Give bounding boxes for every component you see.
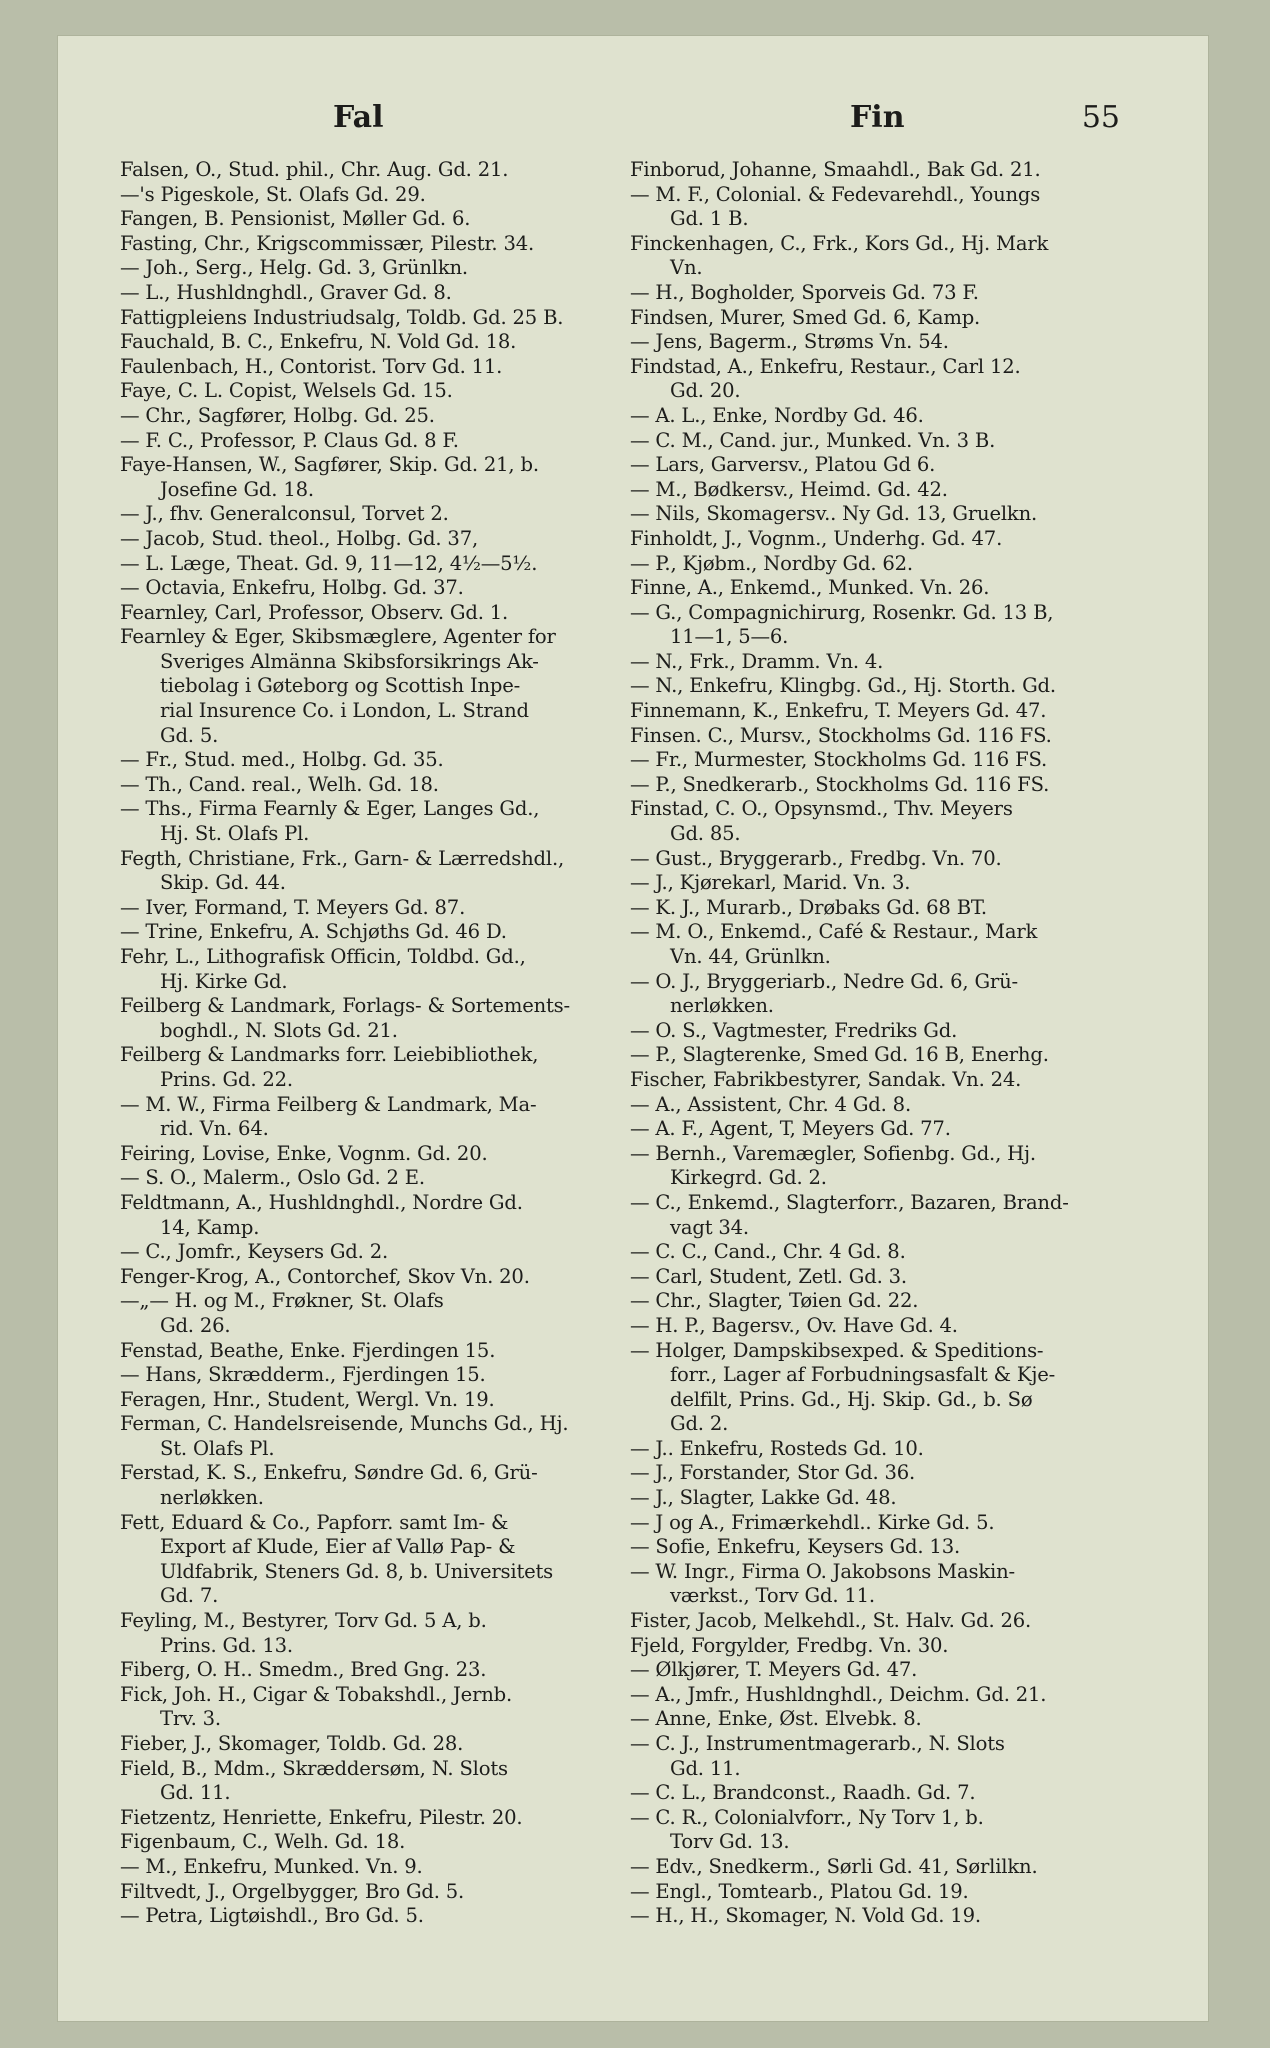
directory-entry <box>630 1093 1160 1118</box>
directory-entry <box>630 1437 1160 1462</box>
directory-entry <box>630 429 1160 454</box>
directory-entry <box>120 453 650 502</box>
directory-entry <box>120 281 650 306</box>
entry-continuation: Hj. Kirke Gd. <box>160 969 288 993</box>
entry-line: — J., Forstander, Stor Gd. 36. <box>630 1461 916 1485</box>
entry-line: — M. W., Firma Feilberg & Landmark, Ma- <box>120 1092 537 1116</box>
directory-entry <box>630 1117 1160 1142</box>
entry-line: Fearnley & Eger, Skibsmæglere, Agenter for <box>120 625 556 649</box>
directory-entry <box>630 183 1160 232</box>
entry-line: Field, B., Mdm., Skræddersøm, N. Slots <box>120 1756 508 1780</box>
directory-entry <box>120 945 650 994</box>
directory-entry <box>120 601 650 626</box>
directory-entry <box>120 1855 650 1880</box>
entry-line: Feyling, M., Bestyrer, Torv Gd. 5 A, b. <box>120 1609 487 1633</box>
entry-line: — Trine, Enkefru, A. Schjøths Gd. 46 D. <box>120 920 507 944</box>
directory-entry <box>120 502 650 527</box>
directory-entry <box>630 896 1160 921</box>
entry-line: Fehr, L., Lithografisk Officin, Toldbd. Gd., <box>120 945 526 968</box>
entry-continuation: tiebolag i Gøteborg og Scottish Inpe- <box>160 674 521 698</box>
entry-line: — Edv., Snedkerm., Sørli Gd. 41, Sørlilkn. <box>630 1854 1038 1878</box>
entry-line: — Chr., Sagfører, Holbg. Gd. 25. <box>120 403 435 427</box>
directory-entry <box>630 1314 1160 1339</box>
directory-entry <box>120 1142 650 1167</box>
entry-line: — H., H., Skomager, N. Vold Gd. 19. <box>630 1904 981 1928</box>
entry-line: —„— H. og M., Frøkner, St. Olafs <box>120 1289 444 1313</box>
directory-entry <box>630 576 1160 601</box>
directory-entry <box>120 158 650 183</box>
entry-line: — A., Jmfr., Hushldnghdl., Deichm. Gd. 21. <box>630 1682 1047 1706</box>
entry-continuation: Vn. 44, Grünlkn. <box>670 945 831 968</box>
directory-entry <box>120 1388 650 1413</box>
entry-continuation: Prins. Gd. 22. <box>160 1067 293 1091</box>
entry-line: Feilberg & Landmark, Forlags- & Sortements- <box>120 994 570 1018</box>
entry-continuation: Gd. 1 B. <box>670 207 749 231</box>
entry-line: — L., Hushldnghdl., Graver Gd. 8. <box>120 280 452 304</box>
directory-entry <box>630 748 1160 773</box>
entry-continuation: delfilt, Prins. Gd., Hj. Skip. Gd., b. Sø <box>670 1387 1033 1411</box>
entry-line: Faulenbach, H., Contorist. Torv Gd. 11. <box>120 354 503 378</box>
directory-entry <box>120 1511 650 1609</box>
entry-line: — Engl., Tomtearb., Platou Gd. 19. <box>630 1879 969 1903</box>
entry-continuation: Export af Klude, Eier af Vallø Pap- & <box>160 1535 516 1559</box>
directory-entry <box>120 773 650 798</box>
directory-entry <box>630 970 1160 1019</box>
entry-continuation: rid. Vn. 64. <box>160 1117 269 1141</box>
directory-entry <box>630 674 1160 699</box>
directory-entry <box>630 158 1160 183</box>
directory-entry <box>120 1289 650 1338</box>
right-column <box>630 158 1160 1929</box>
entry-line: Finholdt, J., Vognm., Underhg. Gd. 47. <box>630 526 1003 550</box>
directory-entry <box>630 1707 1160 1732</box>
directory-entry <box>120 256 650 281</box>
directory-entry <box>630 1781 1160 1806</box>
directory-entry <box>120 1757 650 1806</box>
entry-line: — Joh., Serg., Helg. Gd. 3, Grünlkn. <box>120 256 468 280</box>
entry-line: — Lars, Garversv., Platou Gd 6. <box>630 453 936 477</box>
entry-line: — H. P., Bagersv., Ov. Have Gd. 4. <box>630 1313 958 1337</box>
entry-continuation: Gd. 2. <box>670 1412 729 1436</box>
directory-entry <box>120 1904 650 1929</box>
directory-entry <box>630 1191 1160 1240</box>
entry-line: — Holger, Dampskibsexped. & Speditions- <box>630 1338 1044 1362</box>
entry-line: — M., Bødkersv., Heimd. Gd. 42. <box>630 477 948 501</box>
directory-entry <box>120 896 650 921</box>
entry-continuation: Gd. 20. <box>670 379 741 403</box>
entry-line: Finckenhagen, C., Frk., Kors Gd., Hj. Mark <box>630 231 1049 255</box>
entry-line: Finstad, C. O., Opsynsmd., Thv. Meyers <box>630 797 1013 821</box>
directory-entry <box>630 1486 1160 1511</box>
entry-line: — C., Enkemd., Slagterforr., Bazaren, Brand- <box>630 1190 1069 1214</box>
entry-line: Feragen, Hnr., Student, Wergl. Vn. 19. <box>120 1387 495 1411</box>
entry-continuation: Gd. 7. <box>160 1584 219 1608</box>
directory-entry <box>630 699 1160 724</box>
directory-entry <box>630 1240 1160 1265</box>
directory-entry <box>120 847 650 896</box>
entry-line: Finsen. C., Mursv., Stockholms Gd. 116 FS. <box>630 723 1052 747</box>
entry-continuation: Torv Gd. 13. <box>670 1830 790 1854</box>
entry-line: — Sofie, Enkefru, Keysers Gd. 13. <box>630 1535 960 1559</box>
entry-continuation: værkst., Torv Gd. 11. <box>670 1584 875 1608</box>
directory-entry <box>630 232 1160 281</box>
directory-entry <box>120 1265 650 1290</box>
entry-line: Fattigpleiens Industriudsalg, Toldb. Gd. 25 B. <box>120 305 564 329</box>
entry-continuation: vagt 34. <box>670 1215 749 1239</box>
entry-continuation: Gd. 5. <box>160 723 219 747</box>
directory-entry <box>120 404 650 429</box>
entry-line: —'s Pigeskole, St. Olafs Gd. 29. <box>120 182 426 206</box>
entry-line: Fett, Eduard & Co., Papforr. samt Im- & <box>120 1510 509 1534</box>
directory-entry <box>120 1043 650 1092</box>
directory-entry <box>120 1166 650 1191</box>
entry-continuation: Trv. 3. <box>160 1707 221 1731</box>
entry-line: Fiberg, O. H.. Smedm., Bred Gng. 23. <box>120 1658 487 1682</box>
directory-entry <box>120 748 650 773</box>
entry-line: — M., Enkefru, Munked. Vn. 9. <box>120 1854 423 1878</box>
directory-entry <box>630 1142 1160 1191</box>
directory-entry <box>120 330 650 355</box>
directory-entry <box>120 920 650 945</box>
entry-line: — J., Kjørekarl, Marid. Vn. 3. <box>630 871 911 895</box>
entry-continuation: nerløkken. <box>670 994 774 1018</box>
entry-continuation: boghdl., N. Slots Gd. 21. <box>160 1018 398 1042</box>
entry-line: — J., Slagter, Lakke Gd. 48. <box>630 1486 897 1510</box>
directory-entry <box>120 1363 650 1388</box>
entry-line: Figenbaum, C., Welh. Gd. 18. <box>120 1830 406 1854</box>
directory-entry <box>630 1683 1160 1708</box>
directory-entry <box>630 330 1160 355</box>
entry-line: — A. L., Enke, Nordby Gd. 46. <box>630 403 924 427</box>
entry-line: — Octavia, Enkefru, Holbg. Gd. 37. <box>120 576 464 600</box>
running-head-right: Fin <box>850 100 905 135</box>
directory-entry <box>120 576 650 601</box>
directory-entry <box>630 502 1160 527</box>
directory-entry <box>630 1265 1160 1290</box>
directory-entry <box>120 183 650 208</box>
entry-continuation: Gd. 26. <box>160 1313 231 1337</box>
entry-line: — A., Assistent, Chr. 4 Gd. 8. <box>630 1092 911 1116</box>
directory-entry <box>630 306 1160 331</box>
entry-line: — Carl, Student, Zetl. Gd. 3. <box>630 1264 907 1288</box>
directory-entry <box>120 1461 650 1510</box>
page-header <box>58 100 1208 156</box>
directory-entry <box>630 1658 1160 1683</box>
entry-line: — Gust., Bryggerarb., Fredbg. Vn. 70. <box>630 846 1002 870</box>
entry-line: Fegth, Christiane, Frk., Garn- & Lærredshdl., <box>120 846 565 870</box>
entry-line: — Hans, Skrædderm., Fjerdingen 15. <box>120 1363 486 1387</box>
directory-entry <box>630 797 1160 846</box>
directory-entry <box>120 1339 650 1364</box>
entry-continuation: Sveriges Almänna Skibsforsikrings Ak- <box>160 649 539 673</box>
entry-line: Finnemann, K., Enkefru, T. Meyers Gd. 47. <box>630 699 1047 723</box>
entry-line: Feilberg & Landmarks forr. Leiebibliothek, <box>120 1043 539 1067</box>
entry-line: — Jacob, Stud. theol., Holbg. Gd. 37, <box>120 526 478 550</box>
directory-entry <box>630 1855 1160 1880</box>
entry-line: — N., Frk., Dramm. Vn. 4. <box>630 649 884 673</box>
directory-entry <box>630 650 1160 675</box>
entry-line: — Iver, Formand, T. Meyers Gd. 87. <box>120 895 466 919</box>
entry-continuation: Uldfabrik, Steners Gd. 8, b. Universitets <box>160 1559 554 1583</box>
directory-entry <box>630 1019 1160 1044</box>
entry-line: Fauchald, B. C., Enkefru, N. Vold Gd. 18. <box>120 330 517 354</box>
entry-line: — Fr., Stud. med., Holbg. Gd. 35. <box>120 748 444 772</box>
directory-entry <box>630 552 1160 577</box>
entry-line: — Ths., Firma Fearnly & Eger, Langes Gd., <box>120 797 540 821</box>
entry-line: — Th., Cand. real., Welh. Gd. 18. <box>120 772 439 796</box>
entry-line: — O. S., Vagtmester, Fredriks Gd. <box>630 1018 958 1042</box>
directory-entry <box>120 232 650 257</box>
entry-line: — J.. Enkefru, Rosteds Gd. 10. <box>630 1436 924 1460</box>
directory-entry <box>630 527 1160 552</box>
directory-entry <box>120 1093 650 1142</box>
entry-line: — A. F., Agent, T, Meyers Gd. 77. <box>630 1117 951 1141</box>
directory-entry <box>120 1732 650 1757</box>
directory-entry <box>120 1683 650 1732</box>
entry-continuation: Vn. <box>670 256 703 280</box>
entry-line: — M. O., Enkemd., Café & Restaur., Mark <box>630 920 1038 944</box>
entry-continuation: Prins. Gd. 13. <box>160 1633 293 1657</box>
directory-entry <box>630 1732 1160 1781</box>
entry-line: — W. Ingr., Firma O. Jakobsons Maskin- <box>630 1559 1015 1583</box>
directory-entry <box>630 920 1160 969</box>
entry-line: — C. R., Colonialvforr., Ny Torv 1, b. <box>630 1805 984 1829</box>
entry-line: Feldtmann, A., Hushldnghdl., Nordre Gd. <box>120 1190 523 1214</box>
entry-line: — O. J., Bryggeriarb., Nedre Gd. 6, Grü- <box>630 969 1018 993</box>
directory-entry <box>630 1634 1160 1659</box>
entry-continuation: Skip. Gd. 44. <box>160 871 286 895</box>
entry-line: Fenger-Krog, A., Contorchef, Skov Vn. 20. <box>120 1264 530 1288</box>
directory-entry <box>630 1806 1160 1855</box>
entry-line: — P., Snedkerarb., Stockholms Gd. 116 FS. <box>630 772 1050 796</box>
entry-continuation: forr., Lager af Forbudningsasfalt & Kje- <box>670 1363 1056 1387</box>
entry-line: — C. L., Brandconst., Raadh. Gd. 7. <box>630 1781 976 1805</box>
entry-line: — Bernh., Varemægler, Sofienbg. Gd., Hj. <box>630 1141 1036 1165</box>
entry-line: Findstad, A., Enkefru, Restaur., Carl 12. <box>630 354 1021 378</box>
entry-line: Filtvedt, J., Orgelbygger, Bro Gd. 5. <box>120 1879 465 1903</box>
entry-line: Ferman, C. Handelsreisende, Munchs Gd., Hj. <box>120 1412 569 1436</box>
directory-entry <box>630 404 1160 429</box>
entry-line: — F. C., Professor, P. Claus Gd. 8 F. <box>120 428 459 452</box>
directory-entry <box>630 1068 1160 1093</box>
directory-entry <box>120 1240 650 1265</box>
directory-entry <box>630 478 1160 503</box>
directory-entry <box>630 1880 1160 1905</box>
entry-line: Falsen, O., Stud. phil., Chr. Aug. Gd. 21. <box>120 158 509 181</box>
directory-entry <box>120 994 650 1043</box>
directory-entry <box>630 1289 1160 1314</box>
entry-line: — N., Enkefru, Klingbg. Gd., Hj. Storth. Gd. <box>630 674 1056 698</box>
entry-continuation: 14, Kamp. <box>160 1215 260 1239</box>
directory-entry <box>630 1560 1160 1609</box>
directory-page <box>58 36 1208 2021</box>
directory-entry <box>120 1609 650 1658</box>
directory-entry <box>630 773 1160 798</box>
entry-continuation: rial Insurence Co. i London, L. Strand <box>160 699 529 723</box>
entry-line: — C. C., Cand., Chr. 4 Gd. 8. <box>630 1240 906 1264</box>
directory-entry <box>630 1904 1160 1929</box>
entry-line: — L. Læge, Theat. Gd. 9, 11—12, 4½—5½. <box>120 551 538 575</box>
directory-entry <box>630 355 1160 404</box>
entry-line: Findsen, Murer, Smed Gd. 6, Kamp. <box>630 305 981 329</box>
entry-continuation: 11—1, 5—6. <box>670 625 789 649</box>
entry-line: Fjeld, Forgylder, Fredbg. Vn. 30. <box>630 1633 949 1657</box>
directory-entry <box>630 601 1160 650</box>
directory-entry <box>120 1830 650 1855</box>
directory-entry <box>120 1880 650 1905</box>
entry-continuation: Gd. 85. <box>670 822 741 846</box>
directory-entry <box>120 355 650 380</box>
entry-continuation: Gd. 11. <box>670 1756 741 1780</box>
directory-entry <box>630 1339 1160 1437</box>
entry-line: Fietzentz, Henriette, Enkefru, Pilestr. 20. <box>120 1805 523 1829</box>
directory-entry <box>120 1412 650 1461</box>
directory-entry <box>630 281 1160 306</box>
entry-line: — P., Kjøbm., Nordby Gd. 62. <box>630 551 913 575</box>
entry-line: Faye-Hansen, W., Sagfører, Skip. Gd. 21, b. <box>120 453 539 477</box>
entry-line: Fister, Jacob, Melkehdl., St. Halv. Gd. 26. <box>630 1609 1032 1633</box>
directory-entry <box>120 797 650 846</box>
entry-line: — G., Compagnichirurg, Rosenkr. Gd. 13 B, <box>630 600 1054 624</box>
entry-line: — Nils, Skomagersv.. Ny Gd. 13, Gruelkn. <box>630 502 1038 526</box>
directory-entry <box>120 552 650 577</box>
entry-continuation: nerløkken. <box>160 1486 264 1510</box>
entry-line: — H., Bogholder, Sporveis Gd. 73 F. <box>630 280 979 304</box>
directory-entry <box>120 527 650 552</box>
directory-entry <box>120 1658 650 1683</box>
page-number: 55 <box>1081 100 1120 135</box>
directory-entry <box>630 871 1160 896</box>
entry-line: Fangen, B. Pensionist, Møller Gd. 6. <box>120 207 471 231</box>
directory-entry <box>630 453 1160 478</box>
entry-continuation: Josefine Gd. 18. <box>160 477 314 501</box>
entry-line: — M. F., Colonial. & Fedevarehdl., Youngs <box>630 182 1041 206</box>
left-column <box>120 158 650 1929</box>
entry-line: Fearnley, Carl, Professor, Observ. Gd. 1. <box>120 600 509 624</box>
entry-line: Finborud, Johanne, Smaahdl., Bak Gd. 21. <box>630 158 1041 181</box>
directory-entry <box>120 1806 650 1831</box>
entry-line: Ferstad, K. S., Enkefru, Søndre Gd. 6, Grü- <box>120 1461 538 1485</box>
directory-entry <box>120 1191 650 1240</box>
entry-line: — J og A., Frimærkehdl.. Kirke Gd. 5. <box>630 1510 995 1534</box>
directory-entry <box>120 429 650 454</box>
entry-line: Feiring, Lovise, Enke, Vognm. Gd. 20. <box>120 1141 488 1165</box>
entry-line: — Fr., Murmester, Stockholms Gd. 116 FS. <box>630 748 1048 772</box>
entry-line: Fenstad, Beathe, Enke. Fjerdingen 15. <box>120 1338 496 1362</box>
entry-line: Fasting, Chr., Krigscommissær, Pilestr. 34. <box>120 231 535 255</box>
entry-line: — Jens, Bagerm., Strøms Vn. 54. <box>630 330 949 354</box>
entry-line: — C., Jomfr., Keysers Gd. 2. <box>120 1240 389 1264</box>
entry-line: — C. J., Instrumentmagerarb., N. Slots <box>630 1732 1005 1755</box>
entry-line: Fick, Joh. H., Cigar & Tobakshdl., Jernb. <box>120 1682 513 1706</box>
directory-entry <box>630 1609 1160 1634</box>
running-head-left: Fal <box>333 100 384 135</box>
entry-continuation: Gd. 11. <box>160 1781 231 1805</box>
directory-entry <box>630 1535 1160 1560</box>
directory-entry <box>630 1511 1160 1536</box>
entry-line: — Petra, Ligtøishdl., Bro Gd. 5. <box>120 1904 424 1928</box>
entry-line: — S. O., Malerm., Oslo Gd. 2 E. <box>120 1166 425 1190</box>
entry-line: — Ølkjører, T. Meyers Gd. 47. <box>630 1658 918 1682</box>
entry-continuation: St. Olafs Pl. <box>160 1436 275 1460</box>
directory-entry <box>120 625 650 748</box>
directory-entry <box>120 379 650 404</box>
entry-line: Fieber, J., Skomager, Toldb. Gd. 28. <box>120 1732 464 1755</box>
entry-line: Finne, A., Enkemd., Munked. Vn. 26. <box>630 576 990 600</box>
entry-line: — K. J., Murarb., Drøbaks Gd. 68 BT. <box>630 895 987 919</box>
entry-continuation: Kirkegrd. Gd. 2. <box>670 1166 827 1190</box>
entry-line: Fischer, Fabrikbestyrer, Sandak. Vn. 24. <box>630 1067 1022 1091</box>
directory-entry <box>630 1043 1160 1068</box>
entry-line: Faye, C. L. Copist, Welsels Gd. 15. <box>120 379 453 403</box>
directory-entry <box>630 1461 1160 1486</box>
entry-line: — P., Slagterenke, Smed Gd. 16 B, Enerhg. <box>630 1043 1049 1067</box>
directory-entry <box>120 207 650 232</box>
entry-line: — Anne, Enke, Øst. Elvebk. 8. <box>630 1707 922 1731</box>
directory-entry <box>630 724 1160 749</box>
directory-entry <box>120 306 650 331</box>
entry-continuation: Hj. St. Olafs Pl. <box>160 822 310 846</box>
entry-line: — Chr., Slagter, Tøien Gd. 22. <box>630 1289 919 1313</box>
directory-entry <box>630 847 1160 872</box>
entry-line: — J., fhv. Generalconsul, Torvet 2. <box>120 502 449 526</box>
entry-line: — C. M., Cand. jur., Munked. Vn. 3 B. <box>630 428 996 452</box>
